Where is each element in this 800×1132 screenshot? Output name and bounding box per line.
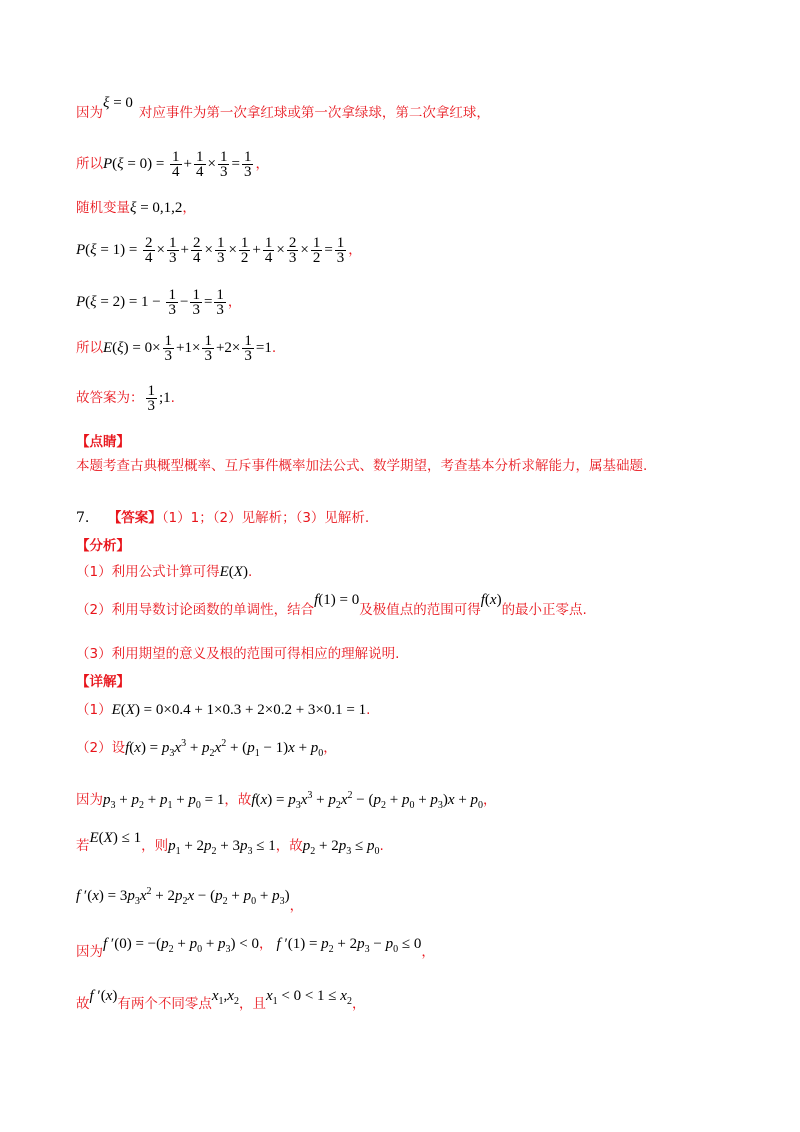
text-period: . bbox=[379, 838, 384, 854]
text-comma: ， bbox=[289, 898, 304, 914]
text-comma: ， bbox=[255, 155, 269, 172]
line-answer bbox=[76, 384, 175, 413]
math-fprime: f $'(x) = 3p_3x^2 + 2p_2x - (p_2 + p_0 + p_3)$ bbox=[76, 886, 290, 907]
math-x1-x2: $x_1,x_2$ bbox=[211, 988, 239, 1007]
math-e-x: E(X) bbox=[219, 564, 248, 580]
text-gu: ，故 bbox=[275, 838, 303, 854]
xiangjie-s2-label: （2）设 bbox=[76, 740, 126, 756]
q7-number: 7. bbox=[76, 510, 90, 526]
fenxi-p3-text: （3）利用期望的意义及根的范围可得相应的理解说明. bbox=[76, 646, 400, 662]
math-p-sum: $p_3 + p_2 + p_1 + p_0 = 1$ bbox=[103, 792, 225, 811]
xiangjie-s1-label: （1） bbox=[76, 702, 112, 718]
xiangjie-s4 bbox=[76, 830, 384, 862]
text-ze: ，则 bbox=[141, 838, 169, 854]
text-suoyi: 所以 bbox=[76, 155, 103, 172]
fenxi-p2-text-b: 及极值点的范围可得 bbox=[359, 602, 481, 618]
math-p-xi-1: P(ξ = 1) = $\frac{2}{4}$ × $\frac{1}{3}$ + $\frac{2}{4}$ × $\frac{1}{3}$ × $\frac{1}{2}$ + $\frac{1}{4}$ × $\frac{2}{3}$ × $\frac{1}{2}$ = $\frac{1}{3}$ bbox=[76, 235, 345, 266]
fenxi-p2 bbox=[76, 592, 587, 620]
line-p-xi-2 bbox=[76, 288, 241, 317]
heading-fenxi bbox=[76, 536, 130, 556]
text-comma: ， bbox=[483, 792, 497, 808]
text-comma: ， bbox=[227, 293, 242, 310]
math-fprime-1: f $'(1) = p_2 + 2p_3 - p_0 \le 0$ bbox=[276, 936, 422, 955]
text-comma: ， bbox=[259, 936, 273, 952]
xiangjie-s3-label: 因为 bbox=[76, 792, 103, 808]
math-p-xi-2: P(ξ = 2) = 1 − $\frac{1}{3}$ − $\frac{1}{3}$ = $\frac{1}{3}$ bbox=[76, 287, 224, 318]
xiangjie-s7-label: 故 bbox=[76, 996, 90, 1012]
text-gu: ，故 bbox=[224, 792, 252, 808]
dianjing-label: 【点睛】 bbox=[76, 434, 130, 450]
text-period: . bbox=[271, 339, 277, 356]
dianjing-text: 本题考查古典概型概率、互斥事件概率加法公式、数学期望，考查基本分析求解能力，属基础题. bbox=[76, 458, 648, 474]
xiangjie-s4-label: 若 bbox=[76, 838, 90, 854]
text-event-desc: 对应事件为第一次拿红球或第一次拿绿球，第二次拿红球， bbox=[138, 105, 490, 121]
text-comma: ， bbox=[182, 200, 196, 216]
xiangjie-s5 bbox=[76, 882, 303, 912]
xiangjie-s6-label: 因为 bbox=[76, 944, 103, 960]
fenxi-p1-text: （1）利用公式计算可得 bbox=[76, 564, 220, 580]
text-suoyi: 所以 bbox=[76, 339, 103, 356]
math-f1-zero: f(1) = 0 bbox=[314, 592, 360, 608]
line-random-var bbox=[76, 198, 196, 218]
xiangjie-s1 bbox=[76, 700, 370, 720]
text-period: . bbox=[247, 564, 253, 580]
math-fx-rewrite: $f(x) = p_3x^3 + p_2x^2 - (p_2 + p_0 + p_3)x + p_0$ bbox=[251, 790, 484, 811]
text-qie: ，且 bbox=[238, 996, 266, 1012]
q7-answer-text: （1）1；（2）见解析；（3）见解析. bbox=[161, 510, 370, 526]
math-x-ineq: $x_1 < 0 < 1 \le x_2$ bbox=[265, 988, 352, 1007]
fenxi-p2-text-a: （2）利用导数讨论函数的单调性，结合 bbox=[76, 602, 315, 618]
fenxi-p3 bbox=[76, 644, 399, 664]
text-period: . bbox=[170, 389, 175, 406]
q7-answer-label: 【答案】 bbox=[107, 510, 162, 526]
xiangjie-s6 bbox=[76, 934, 435, 960]
heading-dianjing bbox=[76, 432, 130, 452]
math-e-xi: E(ξ) = 0× $\frac{1}{3}$ +1× $\frac{1}{3}$ +2× $\frac{1}{3}$ =1 bbox=[103, 333, 272, 364]
xiangjie-s2 bbox=[76, 734, 337, 764]
math-fx: f(x) bbox=[480, 592, 502, 608]
xiangjie-label: 【详解】 bbox=[76, 674, 130, 690]
fenxi-label: 【分析】 bbox=[76, 538, 130, 554]
math-fx-def: $f(x) = p_3x^3 + p_2x^2 + (p_1 - 1)x + p_0$ bbox=[125, 738, 324, 759]
text-yinwei: 因为 bbox=[76, 105, 103, 121]
line-p-xi-0 bbox=[76, 150, 269, 179]
line-expectation bbox=[76, 334, 276, 363]
math-fprime-0: f $'(0) = -(p_2 + p_0 + p_3) < 0$ bbox=[103, 936, 260, 955]
dianjing-text-line bbox=[76, 456, 647, 476]
text-comma: ， bbox=[421, 944, 435, 960]
math-p-ineq2: $p_2 + 2p_3 \le p_0$ bbox=[302, 838, 380, 857]
text-period: . bbox=[366, 702, 371, 718]
text-comma: ， bbox=[348, 241, 362, 258]
text-comma: ， bbox=[323, 740, 337, 756]
text-two-zeros: 有两个不同零点 bbox=[117, 996, 212, 1012]
math-answer: $\frac{1}{3}$ ;1 bbox=[147, 383, 171, 414]
q7-answer-line bbox=[76, 508, 369, 528]
math-fprime-x: f ′(x) bbox=[89, 988, 118, 1004]
math-xi-values: ξ = 0,1,2 bbox=[130, 200, 183, 216]
math-xi-0: ξ = 0 bbox=[103, 95, 133, 111]
xiangjie-s3 bbox=[76, 786, 497, 816]
xiangjie-s7 bbox=[76, 986, 365, 1012]
math-e-x-value: E(X) = 0×0.4 + 1×0.3 + 2×0.2 + 3×0.1 = 1 bbox=[111, 702, 367, 718]
line-p-xi-1 bbox=[76, 236, 362, 265]
math-ex-le-1: E(X) ≤ 1 bbox=[89, 830, 142, 846]
line-xi-zero bbox=[76, 95, 490, 123]
text-random-var: 随机变量 bbox=[76, 200, 130, 216]
text-comma: ， bbox=[351, 996, 366, 1012]
math-p-xi-0: P(ξ = 0) = $\frac{1}{4}$ + $\frac{1}{4}$ × $\frac{1}{3}$ = $\frac{1}{3}$ bbox=[103, 149, 252, 180]
math-p-ineq: $p_1 + 2p_2 + 3p_3 \le 1$ bbox=[168, 838, 276, 857]
heading-xiangjie bbox=[76, 672, 130, 692]
text-answer-label: 故答案为： bbox=[76, 389, 144, 406]
fenxi-p2-text-c: 的最小正零点. bbox=[501, 602, 587, 618]
fenxi-p1 bbox=[76, 562, 252, 582]
